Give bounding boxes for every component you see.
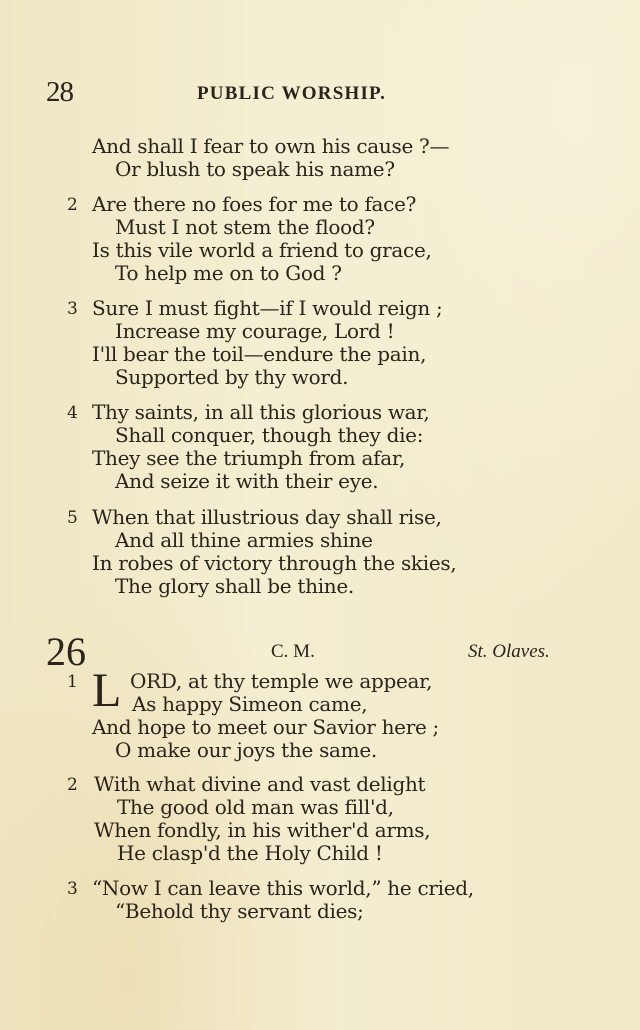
hymn-number: 26 bbox=[46, 629, 86, 674]
verse-line: The glory shall be thine. bbox=[115, 574, 354, 598]
verse-line: Must I not stem the flood? bbox=[115, 215, 375, 239]
verse-line: In robes of victory through the skies, bbox=[92, 551, 457, 575]
verse-line: Increase my courage, Lord ! bbox=[115, 319, 395, 343]
verse-line: To help me on to God ? bbox=[115, 261, 342, 285]
stanza-number: 3 bbox=[67, 299, 78, 319]
verse-line: Shall conquer, though they die: bbox=[115, 423, 424, 447]
verse-line: Supported by thy word. bbox=[115, 365, 349, 389]
verse-line: Is this vile world a friend to grace, bbox=[92, 238, 432, 262]
verse-line: When fondly, in his wither'd arms, bbox=[94, 818, 431, 842]
hymn-meter: C. M. bbox=[271, 641, 315, 662]
stanza-number: 2 bbox=[67, 195, 78, 215]
verse-line: And shall I fear to own his cause ?— bbox=[92, 134, 450, 158]
verse-line: And seize it with their eye. bbox=[115, 469, 379, 493]
stanza-number: 1 bbox=[67, 672, 78, 692]
stanza-number: 4 bbox=[67, 403, 78, 423]
tune-name: St. Olaves. bbox=[468, 641, 550, 662]
section-title: PUBLIC WORSHIP. bbox=[197, 83, 387, 104]
verse-line: He clasp'd the Holy Child ! bbox=[117, 841, 383, 865]
verse-line: ORD, at thy temple we appear, bbox=[130, 669, 433, 693]
verse-line: Are there no foes for me to face? bbox=[92, 192, 417, 216]
stanza-number: 5 bbox=[67, 508, 78, 528]
page-number: 28 bbox=[46, 76, 73, 108]
verse-line: “Now I can leave this world,” he cried, bbox=[92, 876, 474, 900]
verse-line: They see the triumph from afar, bbox=[92, 446, 405, 470]
verse-line: With what divine and vast delight bbox=[94, 772, 426, 796]
stanza-number: 2 bbox=[67, 775, 78, 795]
drop-cap: L bbox=[92, 664, 122, 717]
verse-line: And hope to meet our Savior here ; bbox=[92, 715, 439, 739]
verse-line: The good old man was fill'd, bbox=[117, 795, 394, 819]
verse-line: Or blush to speak his name? bbox=[115, 157, 395, 181]
verse-line: And all thine armies shine bbox=[115, 528, 373, 552]
verse-line: Thy saints, in all this glorious war, bbox=[92, 400, 430, 424]
verse-line: I'll bear the toil—endure the pain, bbox=[92, 342, 427, 366]
verse-line: As happy Simeon came, bbox=[132, 692, 368, 716]
verse-line: “Behold thy servant dies; bbox=[115, 899, 364, 923]
verse-line: O make our joys the same. bbox=[115, 738, 377, 762]
verse-line: When that illustrious day shall rise, bbox=[92, 505, 442, 529]
stanza-number: 3 bbox=[67, 879, 78, 899]
verse-line: Sure I must fight—if I would reign ; bbox=[92, 296, 443, 320]
running-head bbox=[0, 76, 640, 112]
